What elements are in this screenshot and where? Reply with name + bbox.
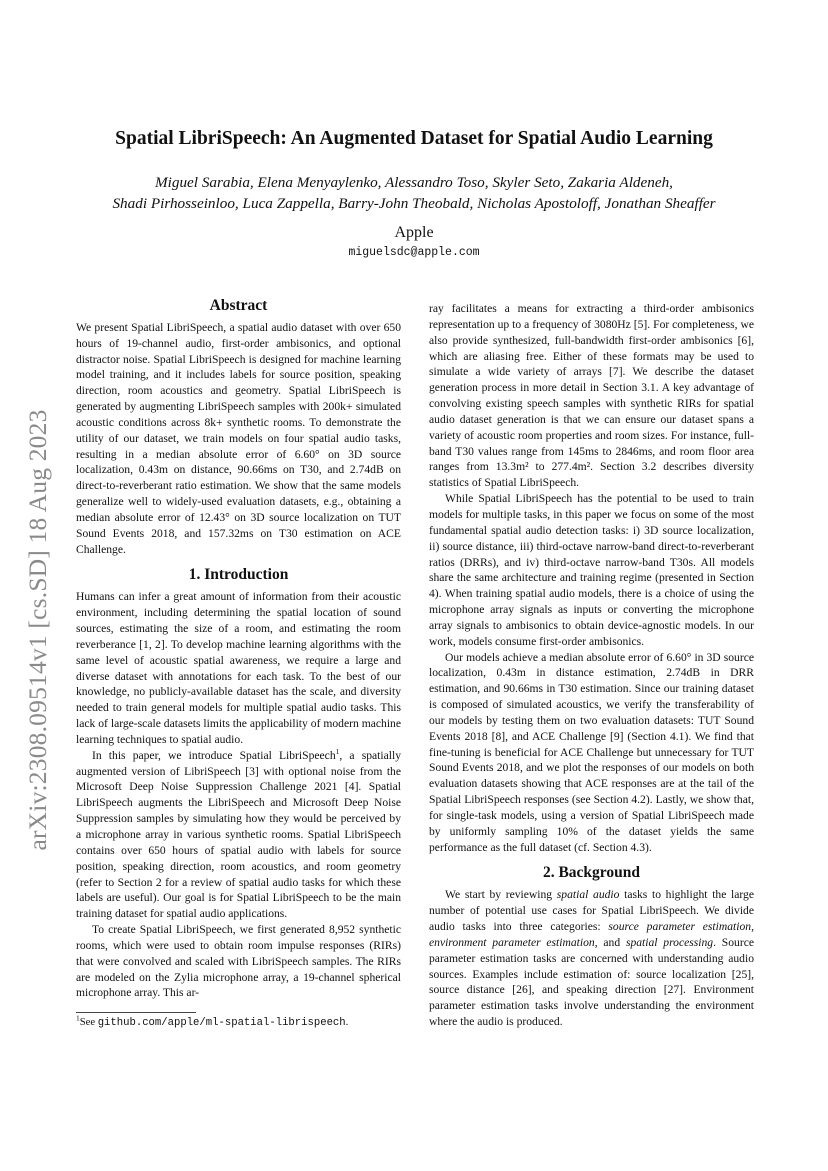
intro-p2-rest: , a spatially augmented version of LibriSpeech [3] with optional noise from the Microsoft Deep Noise Suppression Challenge 2021 [4]. Spatial LibriSpeech augments the LibriSpeech and Microsoft Deep Noise Suppression samples by simulating how they would be perceived by a microphone array in various synthetic rooms. Spatial LibriSpeech contains over 650 hours of spatial audio with labels for source position, speaking direction, room acoustics, and room geometry (refer to Section 2 for a review of spatial audio tasks for which these labels are useful). Our goal is for Spatial LibriSpeech to be the main training dataset for spatial audio applications. [76, 748, 401, 921]
affiliation: Apple [394, 224, 434, 241]
bg-text-4: , and [594, 935, 626, 949]
intro-paragraph-1: Humans can infer a great amount of information from their acoustic environment, including determining the spatial location of sound sources, estimating the size of a room, and estimating the room reverberance [1, 2]. To develop machine learning algorithms with the same level of acoustic spatial awareness, we require a large and diverse dataset with annotations for each task. To the best of our knowledge, no publicly-available dataset has the scale, and diversity needed to train general models for multiple spatial audio tasks. This lack of large-scale datasets limits the applicability of modern machine learning techniques to spatial audio. [76, 590, 401, 746]
intro-paragraph-3: To create Spatial LibriSpeech, we first generated 8,952 synthetic rooms, which were used to obtain room impulse responses (RIRs) that were convolved and scaled with LibriSpeech samples. The RIRs are modeled on the Zylia microphone array, a 19-channel spherical microphone array. This ar- [76, 923, 401, 1000]
footnote-prefix: See [79, 1017, 98, 1028]
footnote-suffix: . [345, 1017, 349, 1028]
footnote-number: 1 [76, 1013, 80, 1023]
author-list [60, 172, 768, 214]
bg-text-5: . Source parameter estimation tasks are concerned with understanding audio sources. Examples include estimation of: source localization [25], source distance [26], and speaking direction [27]. Environment parameter estimation tasks involve understanding the environment where the audio is produced. [429, 935, 754, 1029]
paper-title: Spatial LibriSpeech: An Augmented Dataset for Spatial Audio Learning [115, 128, 713, 149]
introduction-heading: 1. Introduction [188, 565, 289, 583]
authors-line-1: Miguel Sarabia, Elena Menyaylenko, Alessandro Toso, Skyler Seto, Zakaria Aldeneh, [155, 174, 673, 191]
bg-emph-source-parameter: source parameter estimation [608, 920, 752, 934]
intro-paragraph-4: While Spatial LibriSpeech has the potential to be used to train models for multiple tasks, in this paper we focus on some of the most fundamental spatial audio detection tasks: i) 3D source localization, ii) source distance, iii) third-octave narrow-band direct-to-reverberant ratios (DRRs), and iv) third-octave narrow-band T30s. All models share the same architecture and training regime (presented in Section 4). When training spatial audio models, there is a choice of using the microphone array signals as inputs or converting the microphone array signals to ambisonics to obtain device-agnostic models. In our work, models consume first-order ambisonics. [429, 492, 754, 648]
footnote-rule [76, 1012, 196, 1013]
bg-emph-spatial-processing: spatial processing [625, 935, 714, 949]
bg-emph-spatial-audio: spatial audio [556, 888, 620, 902]
intro-paragraph-continued: ray facilitates a means for extracting a third-order ambisonics representation up to a frequency of 3080Hz [5]. For completeness, we also provide synthesized, full-bandwidth first-order ambisonics [6], which are aliasing free. Either of these formats may be used to simulate a wide variety of arrays [7]. We describe the dataset generation process in more detail in Section 3.1. A key advantage of convolving existing speech samples with synthetic RIRs for spatial audio dataset generation is that we can ensure our dataset spans a variety of acoustic room properties and room sizes. For instance, full-band T30 values range from 145ms to 2846ms, and room floor area ranges from 13.3m² to 277.4m². Section 3.2 describes diversity statistics of Spatial LibriSpeech. [429, 302, 754, 490]
right-column [429, 301, 754, 1030]
abstract-text: We present Spatial LibriSpeech, a spatial audio dataset with over 650 hours of 19-channel audio, first-order ambisonics, and optional distractor noise. Spatial LibriSpeech is designed for machine learning model training, and it includes labels for source position, speaking direction, room acoustics and geometry. Spatial LibriSpeech is generated by augmenting LibriSpeech samples with 200k+ simulated acoustic conditions across 8k+ synthetic rooms. To demonstrate the utility of our dataset, we train models on four spatial audio tasks, resulting in a median absolute error of 6.60° on 3D source localization, 0.43m on distance, 90.66ms on T30, and 2.74dB on direct-to-reverberant ratio estimation. We show that the same models generalize well to widely-used evaluation datasets, e.g., obtaining a median absolute error of 12.43° on 3D source localization on TUT Sound Events 2018, and 157.32ms on T30 estimation on ACE Challenge. [76, 320, 401, 556]
footnote [76, 1012, 401, 1029]
abstract-heading: Abstract [209, 297, 268, 314]
intro-p2-start: In this paper, we introduce Spatial LibriSpeech [92, 748, 336, 762]
authors-line-2: Shadi Pirhosseinloo, Luca Zappella, Barry-John Theobald, Nicholas Apostoloff, Jonathan Sheaffer [112, 195, 716, 212]
bg-text-3: , [751, 920, 754, 934]
footnote-marker: 1 [335, 746, 340, 756]
left-column [76, 298, 401, 1001]
bg-text-1: We start by reviewing [445, 888, 557, 902]
background-heading: 2. Background [542, 863, 641, 881]
repository-link[interactable]: github.com/apple/ml-spatial-librispeech [97, 1017, 346, 1029]
intro-paragraph-2 [76, 748, 401, 922]
intro-paragraph-5: Our models achieve a median absolute error of 6.60° in 3D source localization, 0.43m in distance estimation, 2.74dB in DRR estimation, and 90.66ms in T30 estimation. Since our training dataset is composed of simulated acoustics, we verify the transferability of our models by testing them on two evaluation datasets: TUT Sound Events 2018 [8], and ACE Challenge [9] (Section 4.1). We find that fine-tuning is beneficial for ACE Challenge but unnecessary for TUT Sound Events 2018, and we plot the responses of our models on both evaluation datasets showing that ACE responses are at the tail of the Spatial LibriSpeech responses (see Section 4.2). Lastly, we show that, for single-task models, using a version of Spatial LibriSpeech made by uniformly sampling 10% of the dataset yields the same performance as the full dataset (cf. Section 4.3). [429, 650, 754, 854]
background-paragraph-1 [429, 887, 754, 1030]
bg-text-2: tasks to highlight the large number of potential use cases for Spatial LibriSpeech. We divide audio tasks into three categories: [429, 888, 755, 934]
bg-emph-environment-parameter: environment parameter estimation [429, 935, 595, 949]
arxiv-sidebar-stamp [16, 350, 60, 910]
arxiv-identifier: arXiv:2308.09514v1 [cs.SD] 18 Aug 2023 [23, 409, 52, 851]
contact-email: miguelsdc@apple.com [348, 246, 480, 259]
